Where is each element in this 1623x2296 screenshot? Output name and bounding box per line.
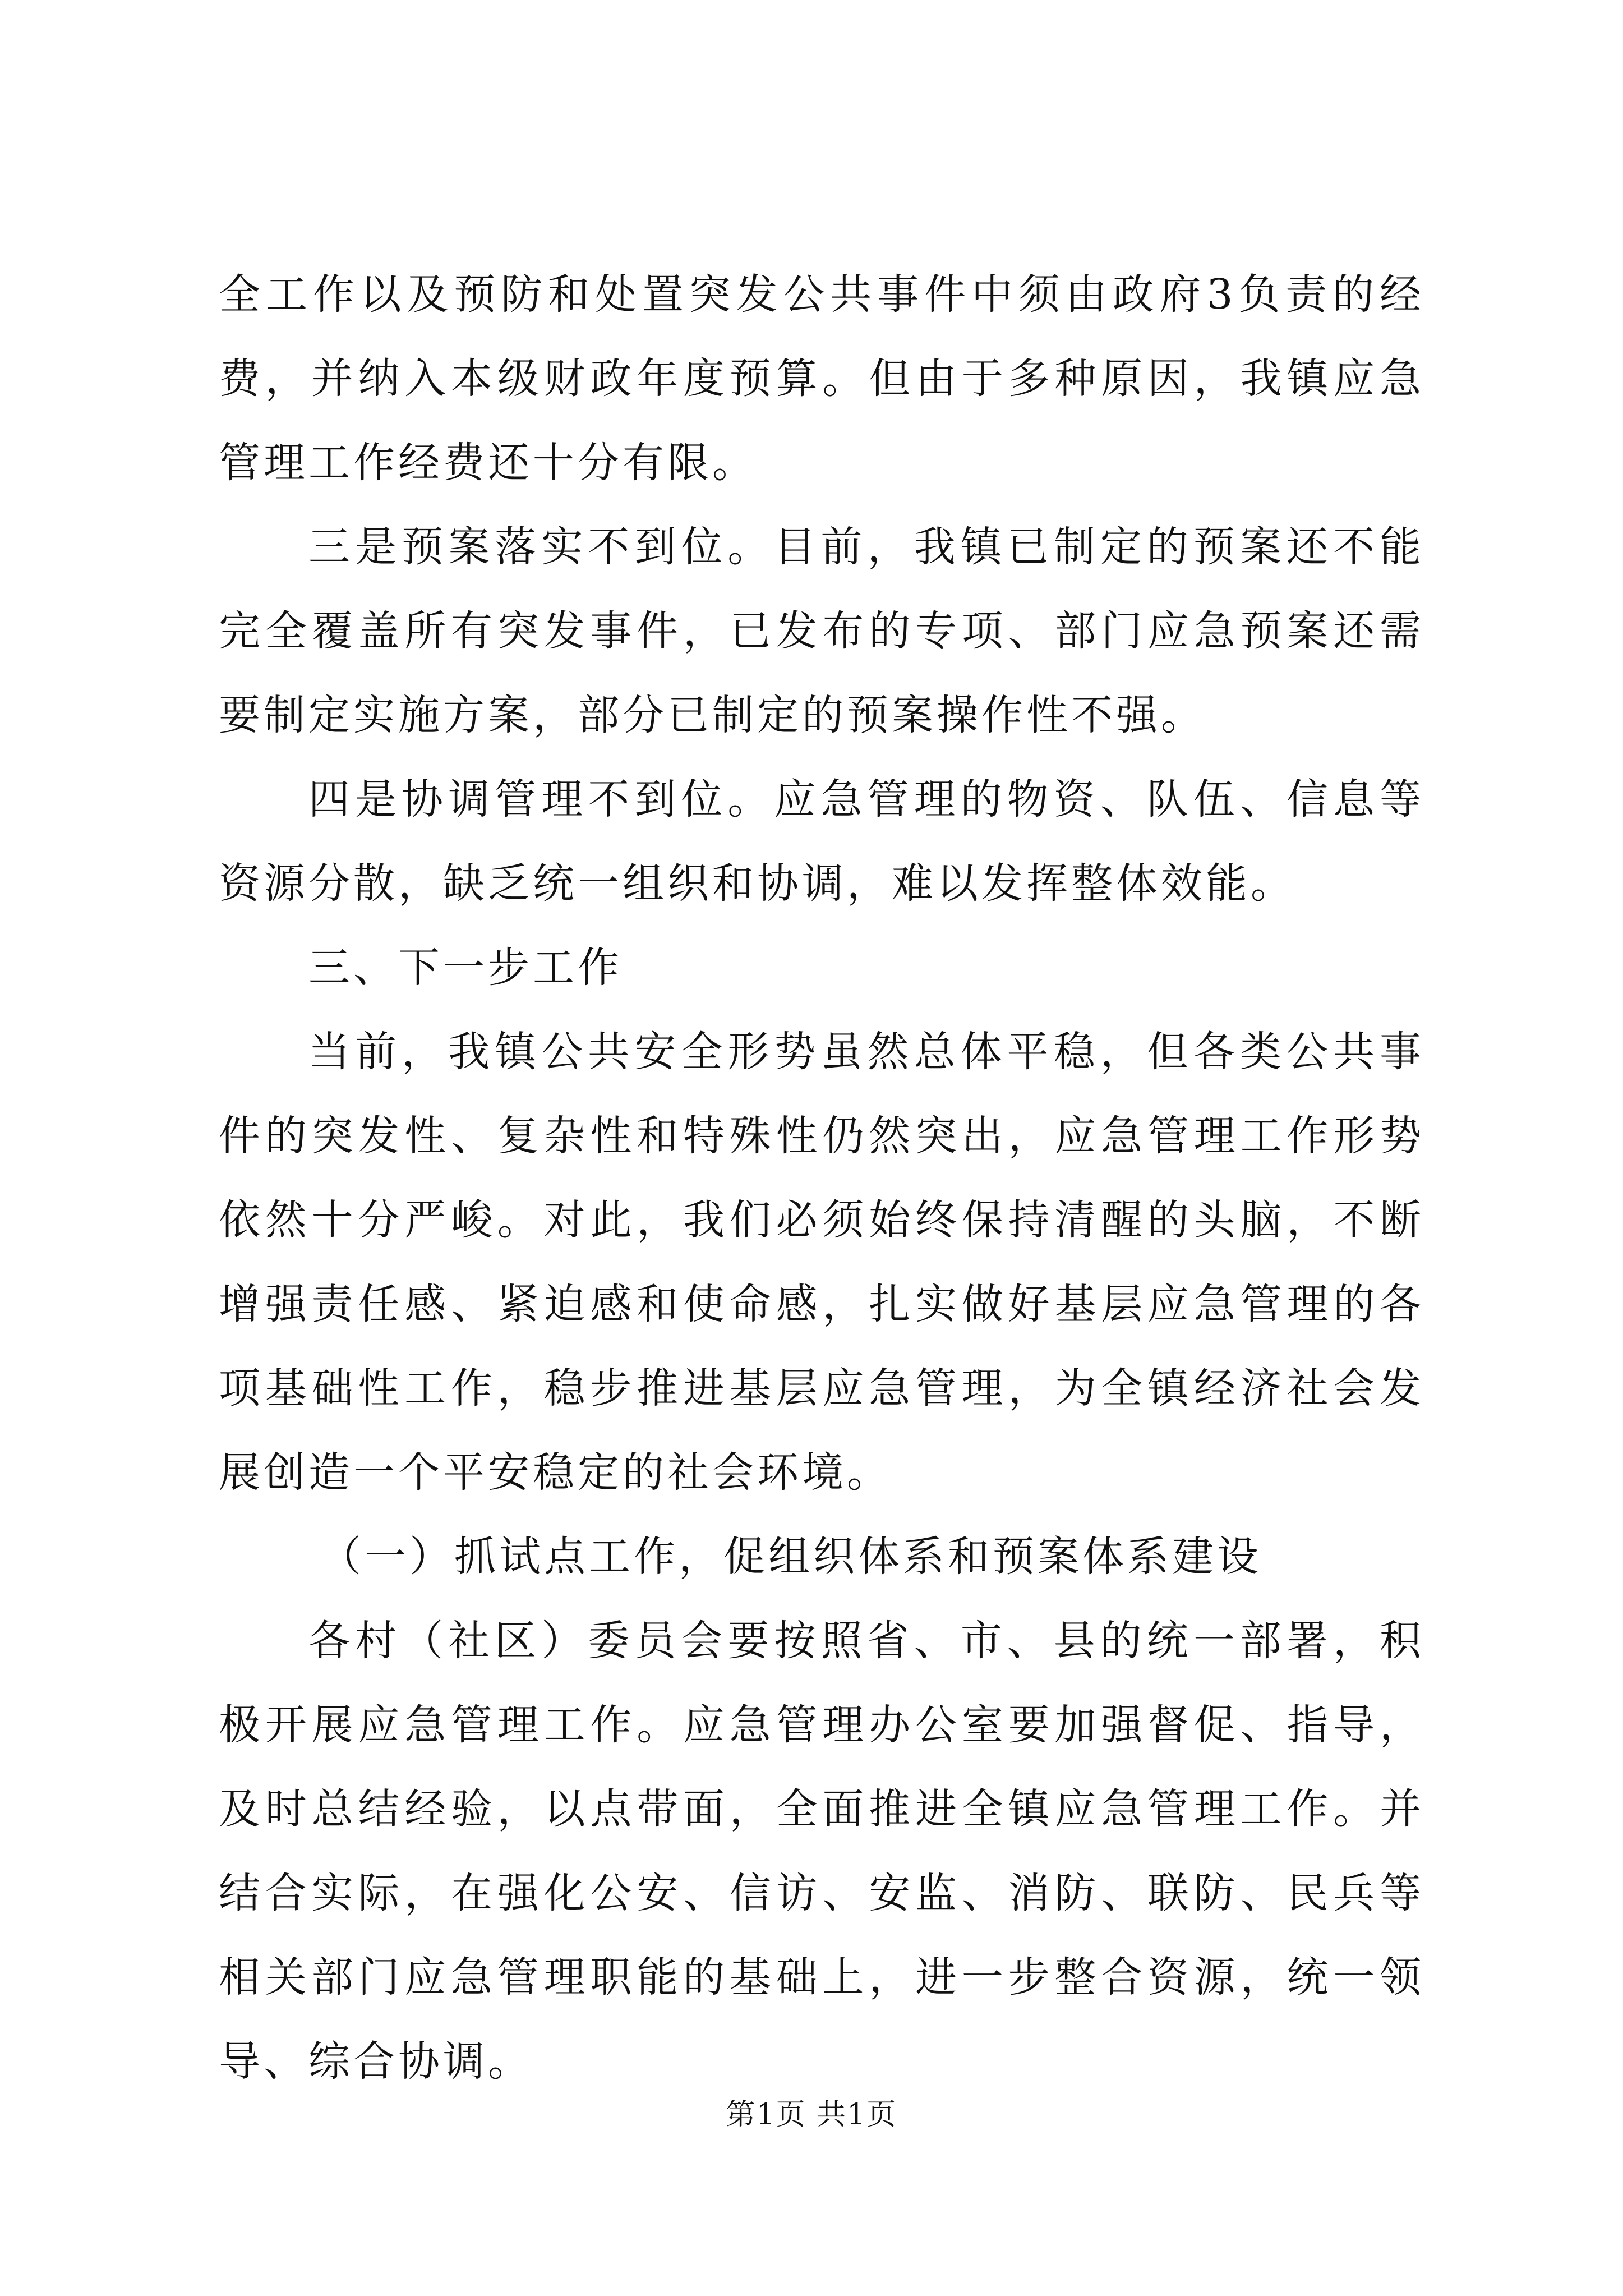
section-heading-next-steps: 三、下一步工作 <box>308 944 623 992</box>
document-body <box>219 252 1424 2104</box>
subsection-heading-pilot-work: （一）抓试点工作，促组织体系和预案体系建设 <box>320 1533 1262 1581</box>
paragraph-village-committees: 各村（社区）委员会要按照省、市、县的统一部署，积极开展应急管理工作。应急管理办公室要加强督促、指导，及时总结经验，以点带面，全面推进全镇应急管理工作。并结合实际，在强化公安、信访、安监、消防、联防、民兵等相关部门应急管理职能的基础上，进一步整合资源，统一领导、综合协调。 <box>219 1617 1424 2086</box>
paragraph-plan-implementation: 三是预案落实不到位。目前，我镇已制定的预案还不能完全覆盖所有突发事件，已发布的专项、部门应急预案还需要制定实施方案，部分已制定的预案操作性不强。 <box>219 523 1424 739</box>
paragraph-current-situation: 当前，我镇公共安全形势虽然总体平稳，但各类公共事件的突发性、复杂性和特殊性仍然突出，应急管理工作形势依然十分严峻。对此，我们必须始终保持清醒的头脑，不断增强责任感、紧迫感和使命感，扎实做好基层应急管理的各项基础性工作，稳步推进基层应急管理，为全镇经济社会发展创造一个平安稳定的社会环境。 <box>219 1028 1424 1497</box>
paragraph-coordination: 四是协调管理不到位。应急管理的物资、队伍、信息等资源分散，缺乏统一组织和协调，难以发挥整体效能。 <box>219 775 1424 908</box>
paragraph-funding-continuation: 全工作以及预防和处置突发公共事件中须由政府3负责的经费，并纳入本级财政年度预算。但由于多种原因，我镇应急管理工作经费还十分有限。 <box>219 270 1424 487</box>
page-footer: 第1页 共1页 <box>726 2098 897 2132</box>
